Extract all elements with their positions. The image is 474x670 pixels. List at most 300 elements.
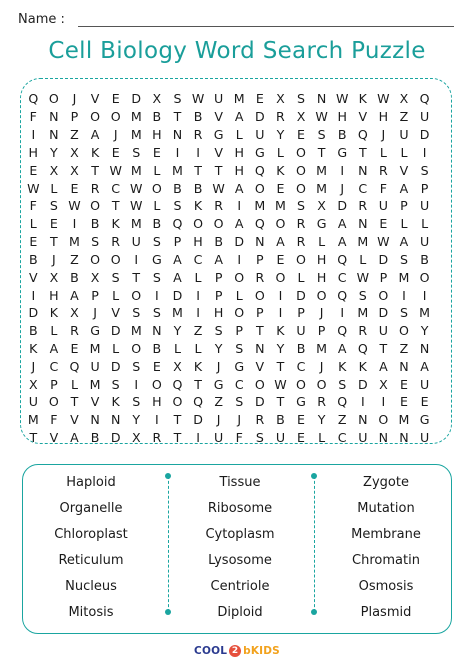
grid-letter: N [49, 109, 59, 125]
grid-letter: N [316, 91, 327, 107]
grid-letter: D [254, 109, 265, 125]
grid-letter: U [378, 198, 388, 214]
grid-letter: L [421, 216, 429, 232]
grid-letter: I [340, 305, 345, 321]
grid-letter: S [111, 376, 120, 392]
grid-letter: Q [69, 358, 80, 374]
grid-letter: N [255, 341, 265, 356]
grid-letter: A [90, 127, 100, 143]
grid-letter: G [254, 144, 265, 160]
grid-letter: U [90, 358, 100, 374]
grid-letter: P [50, 376, 58, 392]
grid-letter: M [130, 323, 142, 339]
grid-letter: S [214, 323, 223, 339]
grid-letter: T [29, 430, 38, 446]
grid-letter: J [52, 251, 56, 267]
grid-letter: Q [337, 287, 348, 303]
grid-letter: F [235, 430, 243, 446]
grid-letter: J [340, 180, 345, 196]
grid-letter: S [152, 269, 161, 285]
grid-letter: N [49, 127, 59, 143]
word-item: Lysosome [208, 553, 272, 568]
grid-letter: V [70, 412, 79, 428]
grid-letter: P [235, 323, 244, 339]
grid-letter: A [234, 216, 244, 232]
grid-letter: W [315, 109, 328, 125]
grid-letter: W [130, 198, 143, 214]
grid-letter: G [213, 127, 224, 143]
grid-letter: S [132, 394, 141, 410]
grid-letter: D [357, 376, 368, 392]
name-line [78, 26, 454, 27]
grid-letter: M [130, 127, 142, 143]
grid-letter: N [152, 323, 162, 339]
grid-letter: K [90, 144, 100, 160]
grid-letter: K [276, 162, 285, 178]
grid-letter: R [255, 412, 265, 428]
grid-letter: U [214, 430, 224, 446]
grid-letter: L [235, 287, 243, 303]
grid-letter: U [358, 430, 368, 446]
grid-letter: E [111, 144, 120, 160]
grid-letter: J [72, 91, 77, 107]
grid-letter: H [213, 305, 224, 321]
grid-letter: O [399, 323, 409, 339]
grid-letter: V [111, 305, 120, 321]
grid-letter: P [91, 287, 99, 303]
grid-letter: L [276, 144, 284, 160]
grid-letter: L [173, 341, 181, 356]
grid-letter: O [151, 376, 162, 392]
grid-letter: P [256, 305, 264, 321]
grid-letter: H [193, 234, 203, 250]
grid-letter: X [399, 91, 409, 107]
grid-letter: N [90, 412, 100, 428]
grid-letter: Y [214, 341, 223, 356]
grid-letter: B [296, 341, 306, 356]
grid-letter: T [173, 430, 182, 446]
grid-letter: T [255, 323, 264, 339]
grid-letter: M [89, 341, 101, 356]
grid-letter: O [213, 216, 224, 232]
grid-letter: Q [172, 376, 183, 392]
grid-letter: S [358, 287, 367, 303]
grid-letter: L [318, 234, 326, 250]
grid-letter: W [377, 234, 390, 250]
grid-letter: O [48, 394, 59, 410]
grid-letter: Y [276, 127, 285, 143]
grid-letter: U [131, 234, 141, 250]
grid-letter: R [296, 216, 306, 232]
grid-letter: P [317, 323, 326, 339]
grid-letter: A [337, 341, 347, 356]
grid-letter: S [255, 430, 264, 446]
grid-letter: D [110, 430, 121, 446]
grid-letter: T [214, 162, 223, 178]
grid-letter: L [379, 144, 387, 160]
grid-letter: E [70, 341, 79, 356]
grid-letter: S [152, 234, 161, 250]
grid-letter: C [358, 180, 368, 196]
grid-letter: Q [419, 91, 430, 107]
grid-letter: C [234, 376, 244, 392]
grid-letter: C [337, 430, 347, 446]
grid-letter: U [378, 323, 388, 339]
grid-letter: X [70, 144, 79, 160]
grid-letter: V [90, 394, 100, 410]
grid-letter: J [216, 358, 221, 374]
grid-letter: T [317, 144, 326, 160]
grid-letter: E [255, 91, 264, 107]
grid-letter: K [358, 358, 367, 374]
word-item: Osmosis [358, 579, 414, 594]
grid-letter: T [111, 198, 120, 214]
grid-letter: J [31, 358, 36, 374]
grid-letter: K [358, 91, 367, 107]
grid-letter: B [193, 109, 203, 125]
grid-letter: V [399, 162, 409, 178]
grid-letter: O [316, 287, 327, 303]
word-item: Membrane [351, 527, 421, 542]
grid-letter: E [420, 394, 429, 410]
grid-letter: O [90, 109, 101, 125]
grid-letter: L [235, 127, 243, 143]
column-divider [314, 476, 315, 612]
grid-letter: E [111, 91, 120, 107]
grid-letter: D [378, 305, 389, 321]
grid-letter: U [419, 109, 430, 125]
grid-letter: D [234, 234, 245, 250]
grid-letter: O [378, 287, 389, 303]
grid-letter: B [173, 180, 182, 196]
grid-letter: J [113, 127, 118, 143]
grid-letter: L [70, 376, 78, 392]
grid-letter: B [28, 251, 38, 267]
grid-letter: R [296, 234, 306, 250]
grid-letter: S [399, 251, 408, 267]
grid-letter: L [194, 341, 202, 356]
word-item: Centriole [210, 579, 270, 594]
grid-letter: E [49, 216, 58, 232]
column-divider [168, 476, 169, 612]
word-column-2 [170, 470, 310, 626]
grid-letter: Q [337, 394, 348, 410]
grid-letter: S [297, 198, 306, 214]
grid-letter: C [337, 269, 347, 285]
grid-letter: H [28, 144, 39, 160]
grid-letter: S [317, 127, 326, 143]
grid-letter: I [155, 412, 159, 428]
grid-letter: D [254, 394, 265, 410]
grid-letter: T [132, 269, 141, 285]
grid-letter: I [31, 127, 36, 143]
grid-letter: E [297, 412, 305, 428]
grid-letter: I [31, 287, 36, 303]
grid-letter: G [337, 144, 348, 160]
grid-letter: V [49, 430, 59, 446]
grid-letter: M [316, 180, 328, 196]
grid-letter: R [379, 162, 388, 178]
grid-letter: W [68, 198, 81, 214]
grid-letter: L [29, 216, 37, 232]
grid-letter: S [152, 305, 161, 321]
grid-letter: K [49, 305, 59, 321]
grid-letter: C [111, 180, 121, 196]
grid-letter: C [49, 358, 59, 374]
grid-letter: M [27, 412, 39, 428]
grid-letter: Y [420, 323, 429, 339]
grid-letter: S [338, 376, 347, 392]
grid-letter: G [213, 376, 224, 392]
grid-letter: O [254, 287, 265, 303]
grid-letter: I [278, 287, 283, 303]
grid-letter: Q [337, 323, 348, 339]
grid-letter: B [276, 412, 285, 428]
grid-letter: R [193, 127, 203, 143]
grid-letter: B [28, 323, 38, 339]
grid-letter: G [419, 412, 430, 428]
grid-letter: M [172, 162, 183, 178]
grid-letter: J [319, 305, 324, 321]
grid-letter: E [70, 180, 79, 196]
grid-letter: U [214, 91, 224, 107]
grid-letter: R [358, 198, 368, 214]
grid-letter: U [419, 234, 430, 250]
grid-letter: Z [193, 323, 203, 339]
grid-letter: K [193, 198, 203, 214]
grid-letter: U [275, 430, 286, 446]
grid-letter: P [400, 198, 408, 214]
grid-letter: O [131, 341, 142, 356]
grid-letter: A [70, 287, 79, 303]
word-item: Tissue [219, 475, 261, 490]
grid-letter: L [112, 287, 120, 303]
grid-letter: U [419, 376, 430, 392]
brand-logo[interactable] [0, 642, 474, 660]
grid-letter: Q [357, 127, 368, 143]
grid-letter: A [337, 216, 347, 232]
grid-letter: H [234, 162, 244, 178]
grid-letter: S [173, 91, 182, 107]
logo-text-cool: COOL [194, 645, 228, 657]
grid-letter: T [358, 144, 367, 160]
grid-letter: W [212, 180, 225, 196]
grid-letter: P [420, 180, 429, 196]
grid-letter: X [296, 109, 306, 125]
grid-letter: T [173, 109, 182, 125]
grid-letter: M [398, 269, 410, 285]
grid-letter: X [28, 376, 38, 392]
grid-letter: R [276, 109, 285, 125]
grid-letter: S [91, 234, 100, 250]
grid-letter: Y [132, 412, 141, 428]
grid-letter: P [379, 269, 388, 285]
grid-letter: X [49, 269, 59, 285]
grid-letter: A [234, 109, 244, 125]
grid-letter: M [233, 91, 245, 107]
grid-letter: I [72, 216, 77, 232]
grid-letter: B [152, 216, 162, 232]
grid-letter: N [378, 430, 389, 446]
grid-letter: J [237, 412, 242, 428]
grid-letter: O [193, 216, 203, 232]
grid-letter: M [89, 376, 101, 392]
grid-letter: K [29, 341, 38, 356]
grid-letter: I [196, 144, 200, 160]
grid-letter: U [419, 430, 430, 446]
grid-letter: O [254, 180, 265, 196]
grid-letter: T [50, 234, 58, 250]
grid-letter: A [173, 269, 182, 285]
grid-letter: C [193, 251, 203, 267]
grid-letter: M [316, 341, 328, 356]
grid-letter: N [358, 216, 368, 232]
grid-letter: P [214, 287, 223, 303]
grid-letter: Q [28, 91, 39, 107]
grid-letter: I [360, 394, 365, 410]
grid-letter: T [379, 341, 388, 356]
grid-letter: M [130, 109, 142, 125]
grid-letter: A [49, 341, 59, 356]
word-item: Haploid [66, 475, 116, 490]
grid-letter: K [111, 216, 120, 232]
grid-letter: O [316, 376, 327, 392]
grid-letter: A [173, 251, 182, 267]
grid-letter: R [152, 430, 162, 446]
grid-letter: J [319, 358, 324, 374]
grid-letter: H [49, 287, 59, 303]
grid-letter: E [29, 162, 38, 178]
grid-letter: D [296, 287, 306, 303]
grid-letter: S [132, 358, 141, 374]
grid-letter: R [70, 323, 79, 339]
grid-letter: D [110, 358, 121, 374]
grid-letter: S [235, 341, 244, 356]
grid-letter: V [28, 269, 38, 285]
grid-letter: O [131, 287, 142, 303]
grid-letter: D [378, 251, 389, 267]
grid-letter: G [234, 358, 245, 374]
grid-letter: I [402, 287, 406, 303]
grid-letter: R [317, 394, 326, 410]
word-item: Reticulum [58, 553, 124, 568]
word-item: Mutation [357, 501, 415, 516]
grid-letter: O [296, 251, 306, 267]
word-item: Diploid [217, 605, 263, 620]
grid-letter: M [316, 162, 328, 178]
grid-letter: A [214, 251, 223, 267]
grid-letter: H [234, 144, 244, 160]
grid-letter: K [276, 323, 285, 339]
grid-letter: K [193, 358, 203, 374]
grid-letter: R [214, 198, 224, 214]
grid-letter: W [191, 91, 205, 107]
grid-letter: Q [193, 394, 203, 410]
grid-letter: I [196, 305, 200, 321]
grid-letter: M [172, 305, 183, 321]
grid-letter: B [152, 109, 162, 125]
grid-letter: B [90, 216, 100, 232]
grid-letter: Z [399, 109, 409, 125]
grid-letter: J [381, 127, 386, 143]
grid-letter: A [379, 358, 388, 374]
grid-letter: Q [172, 216, 183, 232]
grid-letter: S [132, 305, 141, 321]
word-item: Ribosome [207, 501, 273, 516]
grid-letter: A [420, 358, 429, 374]
grid-letter: O [296, 376, 306, 392]
grid-letter: R [111, 234, 121, 250]
grid-letter: P [173, 234, 182, 250]
grid-letter: E [29, 234, 38, 250]
grid-letter: S [399, 305, 408, 321]
grid-letter: M [69, 234, 80, 250]
grid-letter: P [297, 305, 305, 321]
grid-letter: E [297, 430, 305, 446]
grid-letter: I [278, 305, 283, 321]
grid-letter: O [234, 269, 245, 285]
grid-letter: U [296, 323, 306, 339]
grid-letter: M [357, 305, 369, 321]
grid-letter: M [130, 216, 142, 232]
grid-letter: N [358, 412, 368, 428]
grid-letter: V [90, 91, 100, 107]
grid-letter: V [358, 109, 368, 125]
grid-letter: M [274, 198, 286, 214]
grid-letter: I [155, 287, 159, 303]
grid-letter: S [111, 269, 120, 285]
grid-letter: R [90, 180, 100, 196]
grid-letter: Z [70, 127, 79, 143]
grid-letter: W [356, 269, 370, 285]
grid-letter: B [420, 251, 429, 267]
grid-letter: W [377, 91, 390, 107]
grid-letter: M [419, 305, 431, 321]
word-item: Chloroplast [54, 527, 128, 542]
grid-letter: F [379, 180, 388, 196]
word-item: Organelle [59, 501, 123, 516]
grid-letter: A [337, 234, 347, 250]
grid-letter: Z [214, 394, 223, 410]
word-item: Plasmid [360, 605, 412, 620]
grid-letter: X [70, 162, 79, 178]
word-item: Zygote [363, 475, 409, 490]
grid-letter: N [399, 358, 409, 374]
logo-badge: 2 [229, 645, 241, 657]
grid-letter: Z [399, 341, 409, 356]
grid-letter: U [399, 127, 409, 143]
grid-letter: X [379, 376, 388, 392]
grid-letter: L [112, 341, 120, 356]
grid-letter: H [152, 394, 162, 410]
grid-letter: F [29, 109, 37, 125]
grid-letter: O [172, 394, 183, 410]
logo-text-bkids: bKIDS [243, 645, 280, 657]
grid-letter: R [255, 269, 265, 285]
grid-letter: B [70, 269, 79, 285]
grid-letter: H [337, 109, 347, 125]
grid-letter: D [28, 305, 39, 321]
grid-letter: G [90, 323, 100, 339]
grid-letter: D [172, 287, 183, 303]
grid-letter: V [255, 358, 265, 374]
grid-letter: X [70, 305, 79, 321]
grid-letter: I [422, 287, 427, 303]
grid-letter: X [317, 198, 326, 214]
grid-letter: O [275, 216, 286, 232]
grid-letter: A [276, 234, 285, 250]
grid-letter: O [90, 198, 101, 214]
